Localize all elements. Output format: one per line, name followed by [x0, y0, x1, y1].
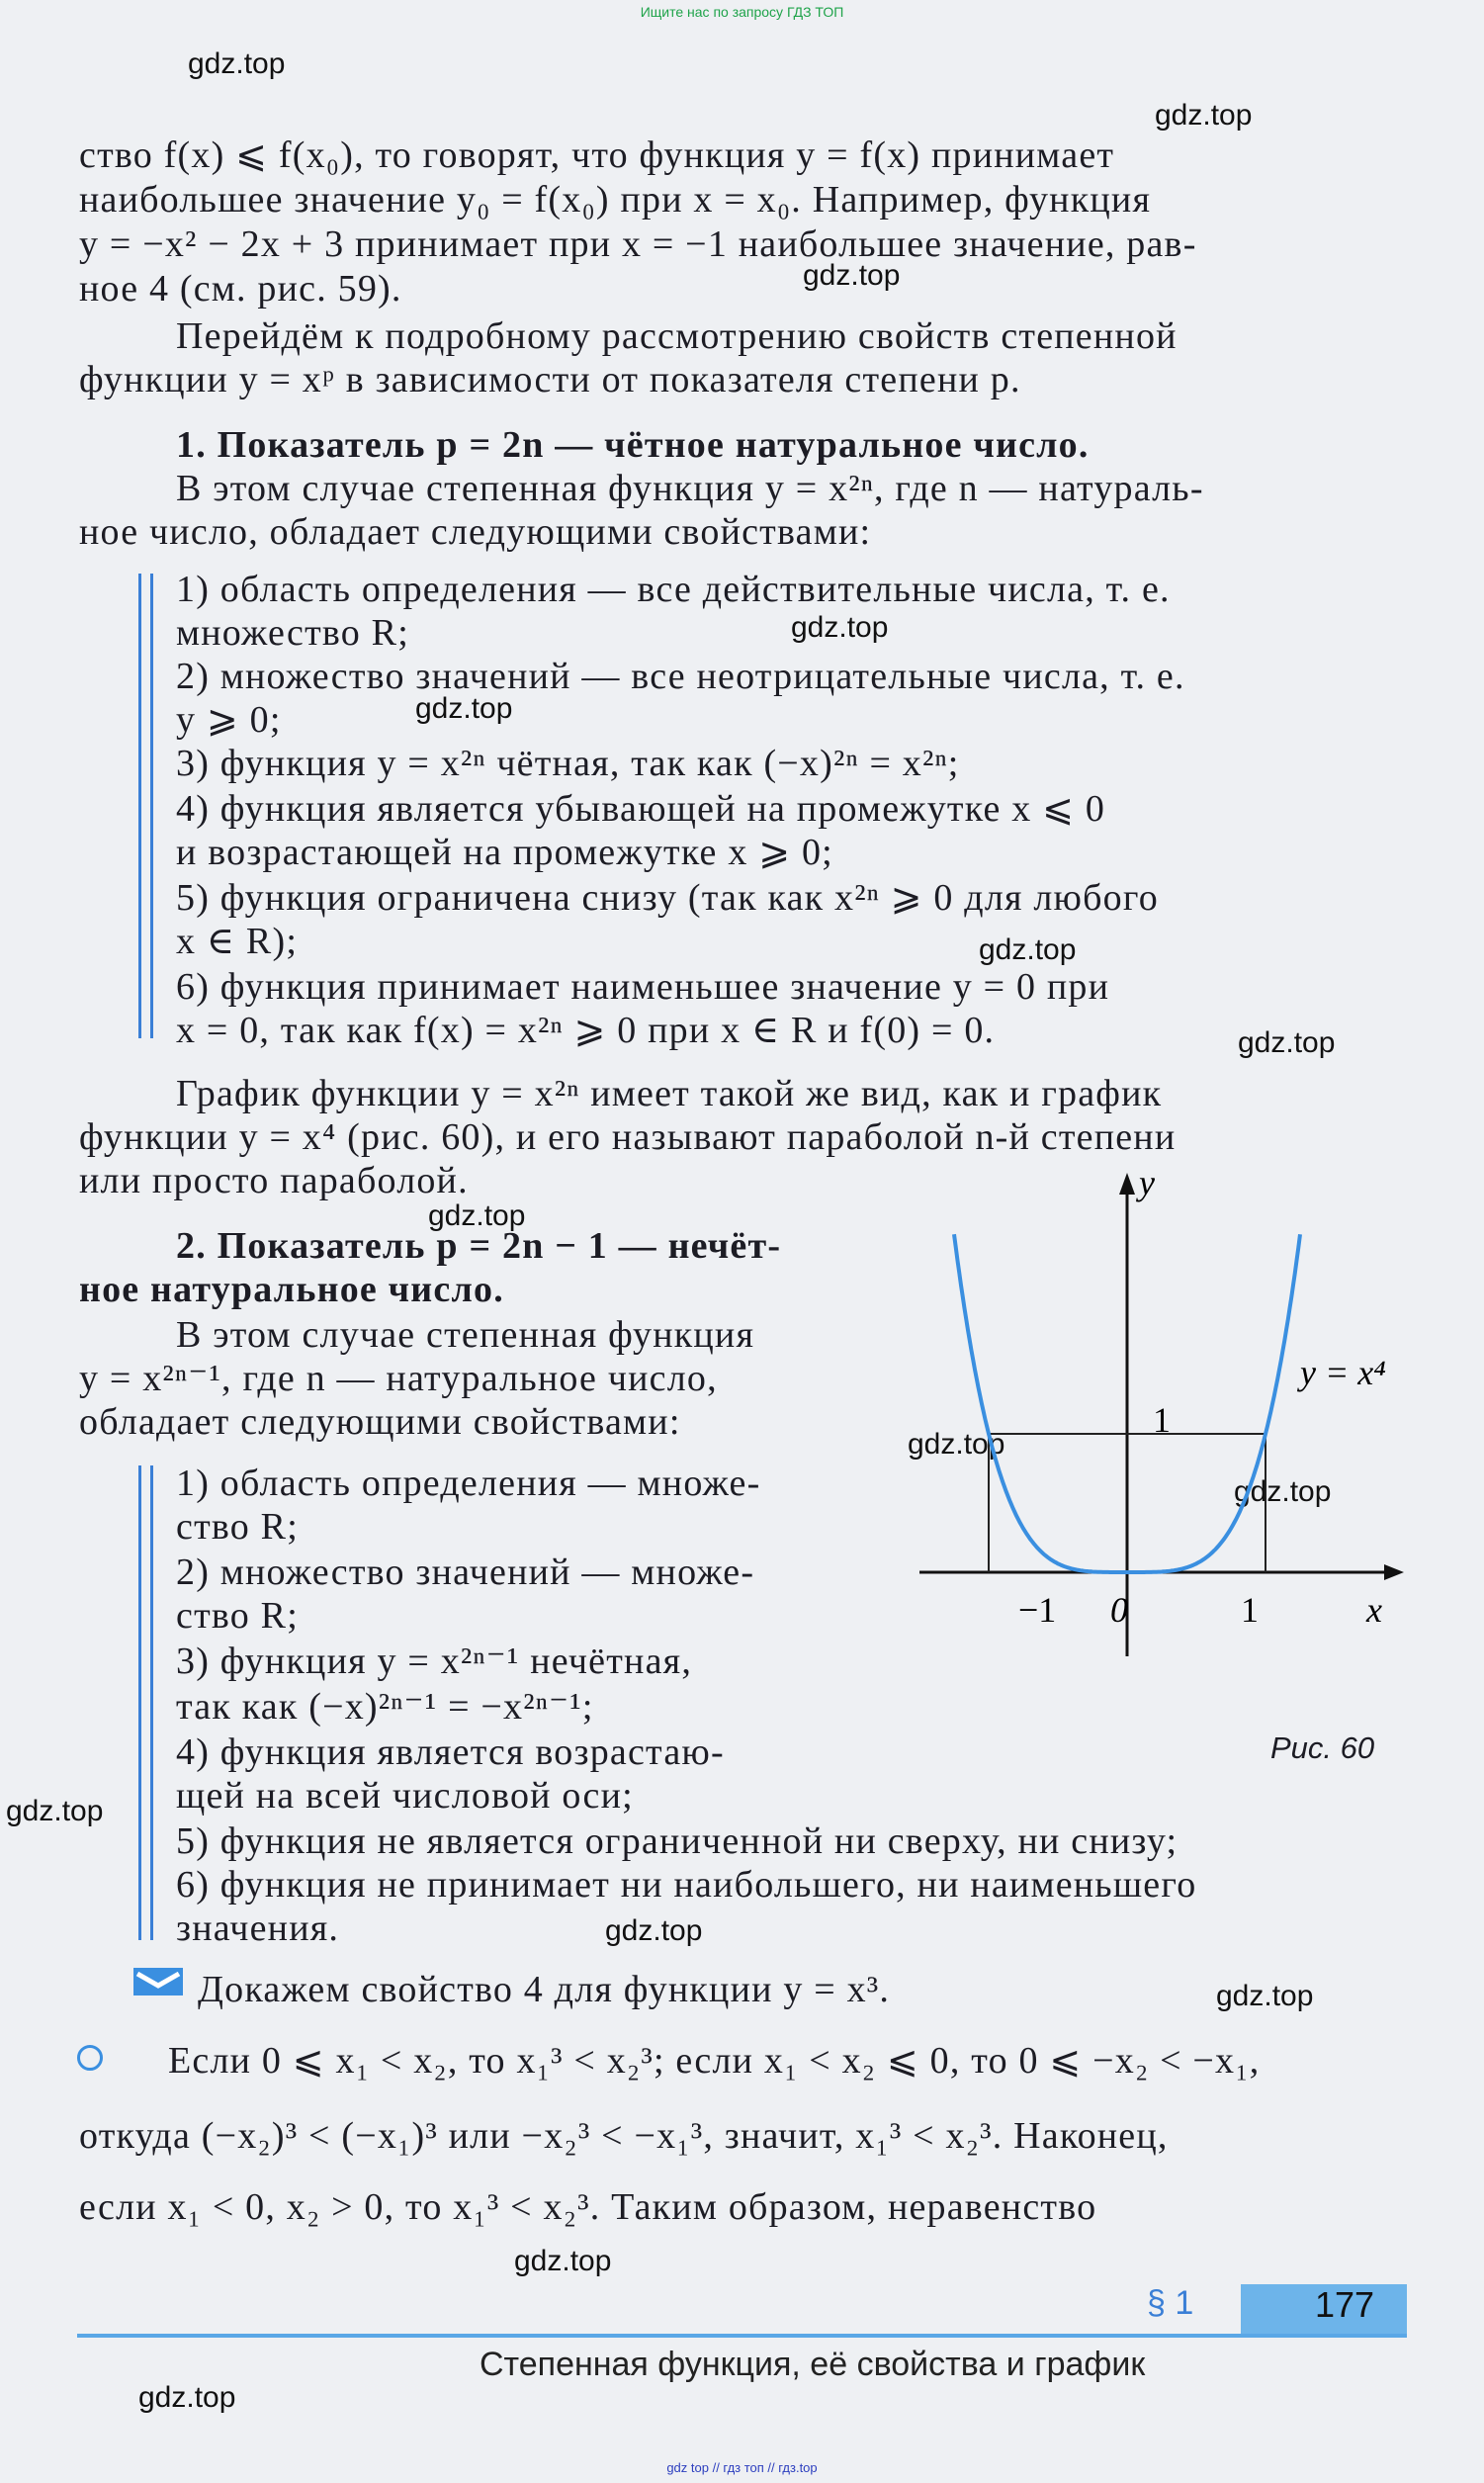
property-item: щей на всей числовой оси; — [176, 1775, 634, 1817]
property-item: 2) множество значений — все неотрицательные числа, т. е. — [176, 656, 1185, 697]
watermark: gdz.top — [188, 47, 286, 80]
property-item: 3) функция y = x²ⁿ чётная, так как (−x)²ⁿ = x²ⁿ; — [176, 743, 960, 784]
section-heading: 1. Показатель p = 2n — чётное натуральное число. — [176, 424, 1090, 466]
proof-marker-icon — [133, 1968, 183, 1995]
watermark: gdz.top — [428, 1199, 526, 1232]
top-banner[interactable]: Ищите нас по запросу ГДЗ ТОП — [640, 4, 844, 20]
proof-line: если x₁ < 0, x₂ > 0, то x₁³ < x₂³. Таким образом, неравенство — [79, 2186, 1097, 2228]
property-item: 2) множество значений — множе- — [176, 1552, 755, 1593]
page-number: 177 — [1315, 2284, 1375, 2325]
properties-bar-left — [138, 574, 141, 1038]
x-axis-arrow-icon — [1384, 1564, 1404, 1580]
y-tick-label: 1 — [1153, 1400, 1171, 1440]
text-line: В этом случае степенная функция y = x²ⁿ, где n — натураль- — [176, 468, 1204, 509]
text-line: В этом случае степенная функция — [176, 1314, 755, 1356]
section-heading: 2. Показатель p = 2n − 1 — нечёт- — [176, 1225, 782, 1267]
watermark: gdz.top — [6, 1795, 104, 1827]
origin-label: 0 — [1110, 1590, 1128, 1630]
property-item: 4) функция является убывающей на промежутке x ⩽ 0 — [176, 788, 1106, 830]
curve-label: y = x⁴ — [1300, 1353, 1386, 1392]
y-axis-label: y — [1139, 1167, 1155, 1202]
property-item: ство R; — [176, 1595, 299, 1637]
chapter-title: Степенная функция, её свойства и график — [480, 2346, 1146, 2383]
property-item: 5) функция ограничена снизу (так как x²ⁿ ⩾ 0 для любого — [176, 877, 1159, 919]
text-line: функции y = x⁴ (рис. 60), и его называют параболой n-й степени — [79, 1116, 1177, 1158]
text-line: функции y = xᵖ в зависимости от показателя степени p. — [79, 359, 1021, 400]
properties-bar-left — [138, 1465, 141, 1940]
watermark: gdz.top — [803, 259, 901, 292]
x-axis-label: x — [1366, 1590, 1382, 1630]
proof-statement: Докажем свойство 4 для функции y = x³. — [198, 1969, 891, 2010]
property-item: значения. — [176, 1907, 340, 1949]
graph-y-x4 — [919, 1167, 1414, 1661]
figure-caption: Рис. 60 — [1270, 1730, 1375, 1765]
watermark: gdz.top — [1216, 1980, 1314, 2012]
x-tick-label: −1 — [1018, 1590, 1057, 1630]
bottom-banner[interactable]: gdz top // гдз топ // гдз.top — [666, 2460, 818, 2475]
watermark: gdz.top — [514, 2245, 612, 2277]
property-item: множество R; — [176, 612, 409, 654]
property-item: 4) функция является возрастаю- — [176, 1731, 725, 1773]
text-line: ное число, обладает следующими свойствами: — [79, 511, 872, 553]
x-tick-label: 1 — [1241, 1590, 1259, 1630]
property-item: 6) функция не принимает ни наибольшего, ни наименьшего — [176, 1864, 1197, 1906]
text-line: ное 4 (см. рис. 59). — [79, 268, 402, 310]
text-line: или просто параболой. — [79, 1160, 469, 1201]
watermark: gdz.top — [979, 933, 1077, 966]
watermark: gdz.top — [791, 611, 889, 644]
watermark: gdz.top — [605, 1914, 703, 1947]
property-item: 1) область определения — все действительные числа, т. е. — [176, 569, 1171, 610]
text-line: ство f(x) ⩽ f(x₀), то говорят, что функция y = f(x) принимает — [79, 134, 1115, 176]
text-line: обладает следующими свойствами: — [79, 1401, 681, 1443]
watermark: gdz.top — [415, 692, 513, 725]
properties-bar-right — [150, 1465, 153, 1940]
property-item: ство R; — [176, 1506, 299, 1548]
proof-line: Если 0 ⩽ x₁ < x₂, то x₁³ < x₂³; если x₁ < x₂ ⩽ 0, то 0 ⩽ −x₂ < −x₁, — [168, 2040, 1261, 2082]
watermark: gdz.top — [1238, 1026, 1336, 1059]
watermark: gdz.top — [908, 1428, 1005, 1461]
section-heading: ное натуральное число. — [79, 1269, 504, 1310]
property-item: 1) область определения — множе- — [176, 1463, 761, 1504]
text-line: y = −x² − 2x + 3 принимает при x = −1 наибольшее значение, рав- — [79, 223, 1197, 265]
text-line: наибольшее значение y₀ = f(x₀) при x = x₀. Например, функция — [79, 179, 1152, 221]
property-item: x ∈ R); — [176, 921, 299, 962]
property-item: x = 0, так как f(x) = x²ⁿ ⩾ 0 при x ∈ R и f(0) = 0. — [176, 1010, 996, 1051]
property-item: 3) функция y = x²ⁿ⁻¹ нечётная, — [176, 1641, 693, 1682]
text-line: График функции y = x²ⁿ имеет такой же вид, как и график — [176, 1073, 1163, 1114]
property-item: y ⩾ 0; — [176, 699, 282, 741]
watermark: gdz.top — [1234, 1475, 1332, 1508]
property-item: 5) функция не является ограниченной ни сверху, ни снизу; — [176, 1820, 1178, 1862]
footer-rule — [77, 2334, 1407, 2338]
watermark: gdz.top — [1155, 99, 1253, 132]
section-number: § 1 — [1147, 2284, 1194, 2322]
property-item: так как (−x)²ⁿ⁻¹ = −x²ⁿ⁻¹; — [176, 1686, 594, 1728]
text-line: y = x²ⁿ⁻¹, где n — натуральное число, — [79, 1358, 718, 1399]
property-item: и возрастающей на промежутке x ⩾ 0; — [176, 832, 833, 873]
watermark: gdz.top — [138, 2381, 236, 2414]
properties-bar-right — [150, 574, 153, 1038]
property-item: 6) функция принимает наименьшее значение y = 0 при — [176, 966, 1110, 1008]
proof-start-icon — [77, 2045, 103, 2071]
text-line: Перейдём к подробному рассмотрению свойств степенной — [176, 315, 1178, 357]
proof-line: откуда (−x₂)³ < (−x₁)³ или −x₂³ < −x₁³, значит, x₁³ < x₂³. Наконец, — [79, 2115, 1169, 2157]
y-axis-arrow-icon — [1119, 1173, 1135, 1195]
